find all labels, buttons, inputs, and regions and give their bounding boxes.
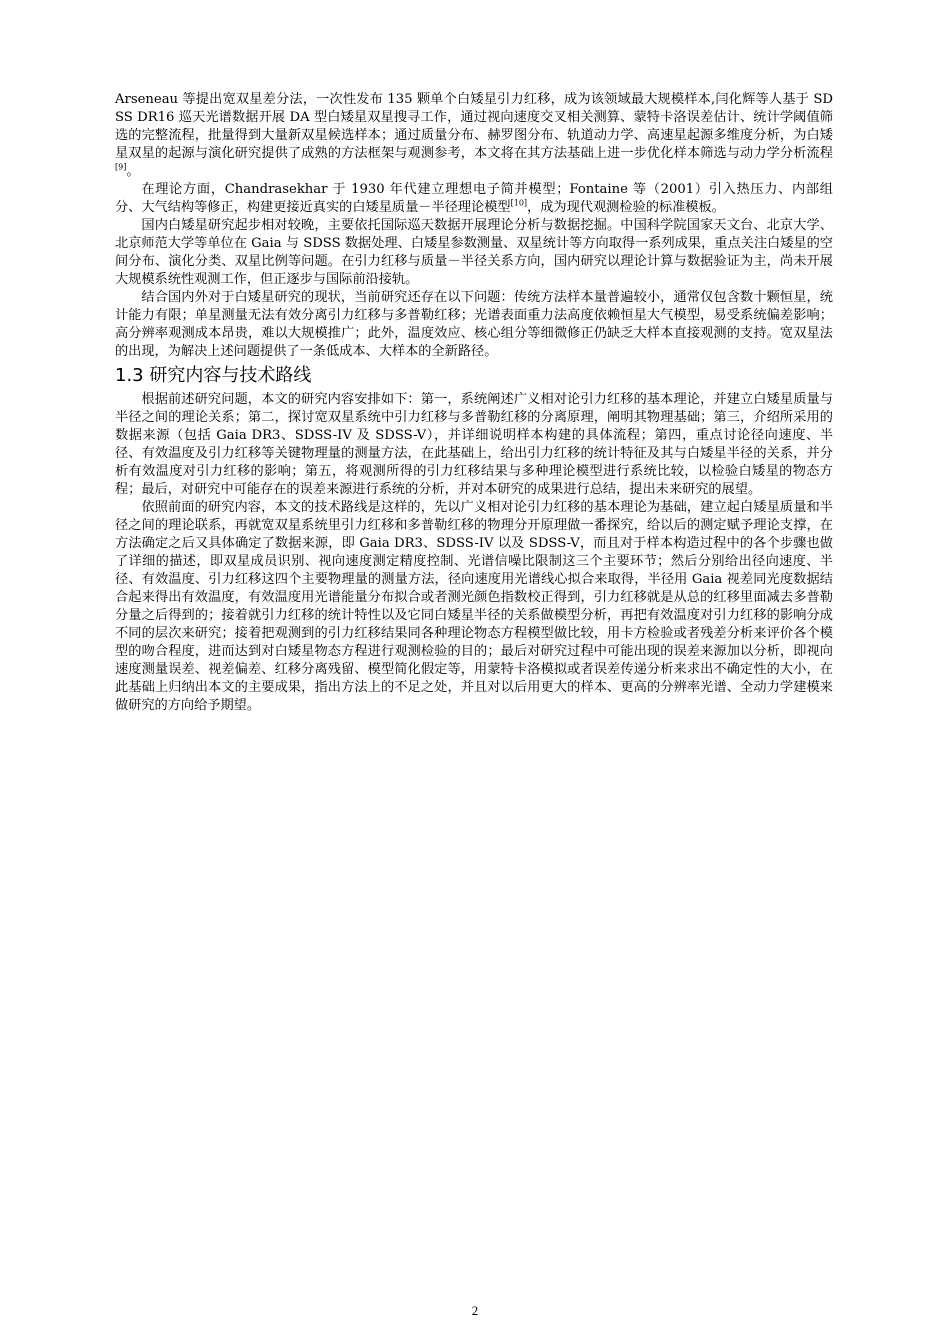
paragraph-technical-route: 依照前面的研究内容，本文的技术路线是这样的，先以广义相对论引力红移的基本理论为基础，建立起白矮星质量和半径之间的理论联系，再就宽双星系统里引力红移和多普勒红移的物理分开原理做一番探究，给以后的测定赋予理论支撑，在方法确定之后又具体确定了数据来源，即 Gaia DR3、SDSS-IV 以及 SDSS-V，而且对于样本构造过程中的各个步骤也做了详细的描述，即双星成员识别、视向速度测定精度控制、光谱信噪比限制这三个主要环节；然后分别给出径向速度、半径、有效温度、引力红移这四个主要物理量的测量方法，径向速度用光谱线心拟合来取得，半径用 Gaia 视差同光度数据结合起来得出有效温度，有效温度用光谱能量分布拟合或者测光颜色指数校正得到，引力红移就是从总的红移里面减去多普勒分量之后得到的；接着就引力红移的统计特性以及它同白矮星半径的关系做模型分析，再把有效温度对引力红移的影响分成不同的层次来研究；接着把观测到的引力红移结果同各种理论物态方程模型做比较，用卡方检验或者残差分析来评价各个模型的吻合程度，进而达到对白矮星物态方程进行观测检验的目的；最后对研究过程中可能出现的误差来源加以分析，即视向速度测量误差、视差偏差、红移分离残留、模型简化假定等，用蒙特卡洛模拟或者误差传递分析来求出不确定性的大小，在此基础上归纳出本文的主要成果，指出方法上的不足之处，并且对以后用更大的样本、更高的分辨率光谱、全动力学建模来做研究的方向给予期望。 [115, 500, 833, 713]
paragraph-domestic-research: 国内白矮星研究起步相对较晚，主要依托国际巡天数据开展理论分析与数据挖掘。中国科学院国家天文台、北京大学、北京师范大学等单位在 Gaia 与 SDSS 数据处理、白矮星参数测量、双星统计等方向取得一系列成果，重点关注白矮星的空间分布、演化分类、双星比例等问题。在引力红移与质量－半径关系方向，国内研究以理论计算与数据验证为主，尚未开展大规模系统性观测工作，但正逐步与国际前沿接轨。 [115, 218, 833, 287]
citation-ref[interactable]: [10] [510, 198, 528, 208]
section-heading: 1.3 研究内容与技术路线 [115, 365, 312, 386]
page-body [115, 91, 833, 715]
page-number: 2 [471, 1303, 479, 1318]
paragraph-research-content: 根据前述研究问题，本文的研究内容安排如下：第一，系统阐述广义相对论引力红移的基本理论，并建立白矮星质量与半径之间的理论关系；第二，探讨宽双星系统中引力红移与多普勒红移的分离原理，阐明其物理基础；第三，介绍所采用的数据来源（包括 Gaia DR3、SDSS-IV 及 SDSS-V），并详细说明样本构建的具体流程；第四，重点讨论径向速度、半径、有效温度及引力红移等关键物理量的测量方法，在此基础上，给出引力红移的统计特征及其与白矮星半径的关系，并分析有效温度对引力红移的影响；第五，将观测所得的引力红移结果与多种理论模型进行系统比较，以检验白矮星的物态方程；最后，对研究中可能存在的误差来源进行系统的分析，并对本研究的成果进行总结，提出未来研究的展望。 [115, 392, 833, 497]
paragraph-continued: Arseneau 等提出宽双星差分法，一次性发布 135 颗单个白矮星引力红移，成为该领域最大规模样本,闫化辉等人基于 SDSS DR16 巡天光谱数据开展 DA 型白矮星双星搜寻工作，通过视向速度交叉相关测算、蒙特卡洛误差估计、统计学阈值筛选的完整流程，批量得到大量新双星候选样本；通过质量分布、赫罗图分布、轨道动力学、高速星起源多维度分析，为白矮星双星的起源与演化研究提供了成熟的方法框架与观测参考，本文将在其方法基础上进一步优化样本筛选与动力学分析流程[9]。 [115, 92, 833, 179]
paragraph-theory: 在理论方面，Chandrasekhar 于 1930 年代建立理想电子简并模型；Fontaine 等（2001）引入热压力、内部组分、大气结构等修正，构建更接近真实的白矮星质量－半径理论模型[10]，成为现代观测检验的标准模板。 [115, 182, 833, 215]
paragraph-current-problems: 结合国内外对于白矮星研究的现状，当前研究还存在以下问题：传统方法样本量普遍较小，通常仅包含数十颗恒星，统计能力有限；单星测量无法有效分离引力红移与多普勒红移；光谱表面重力法高度依赖恒星大气模型，易受系统偏差影响；高分辨率观测成本昂贵，难以大规模推广；此外，温度效应、核心组分等细微修正仍缺乏大样本直接观测的支持。宽双星法的出现，为解决上述问题提供了一条低成本、大样本的全新路径。 [115, 290, 833, 359]
citation-ref[interactable]: [9] [115, 162, 127, 172]
